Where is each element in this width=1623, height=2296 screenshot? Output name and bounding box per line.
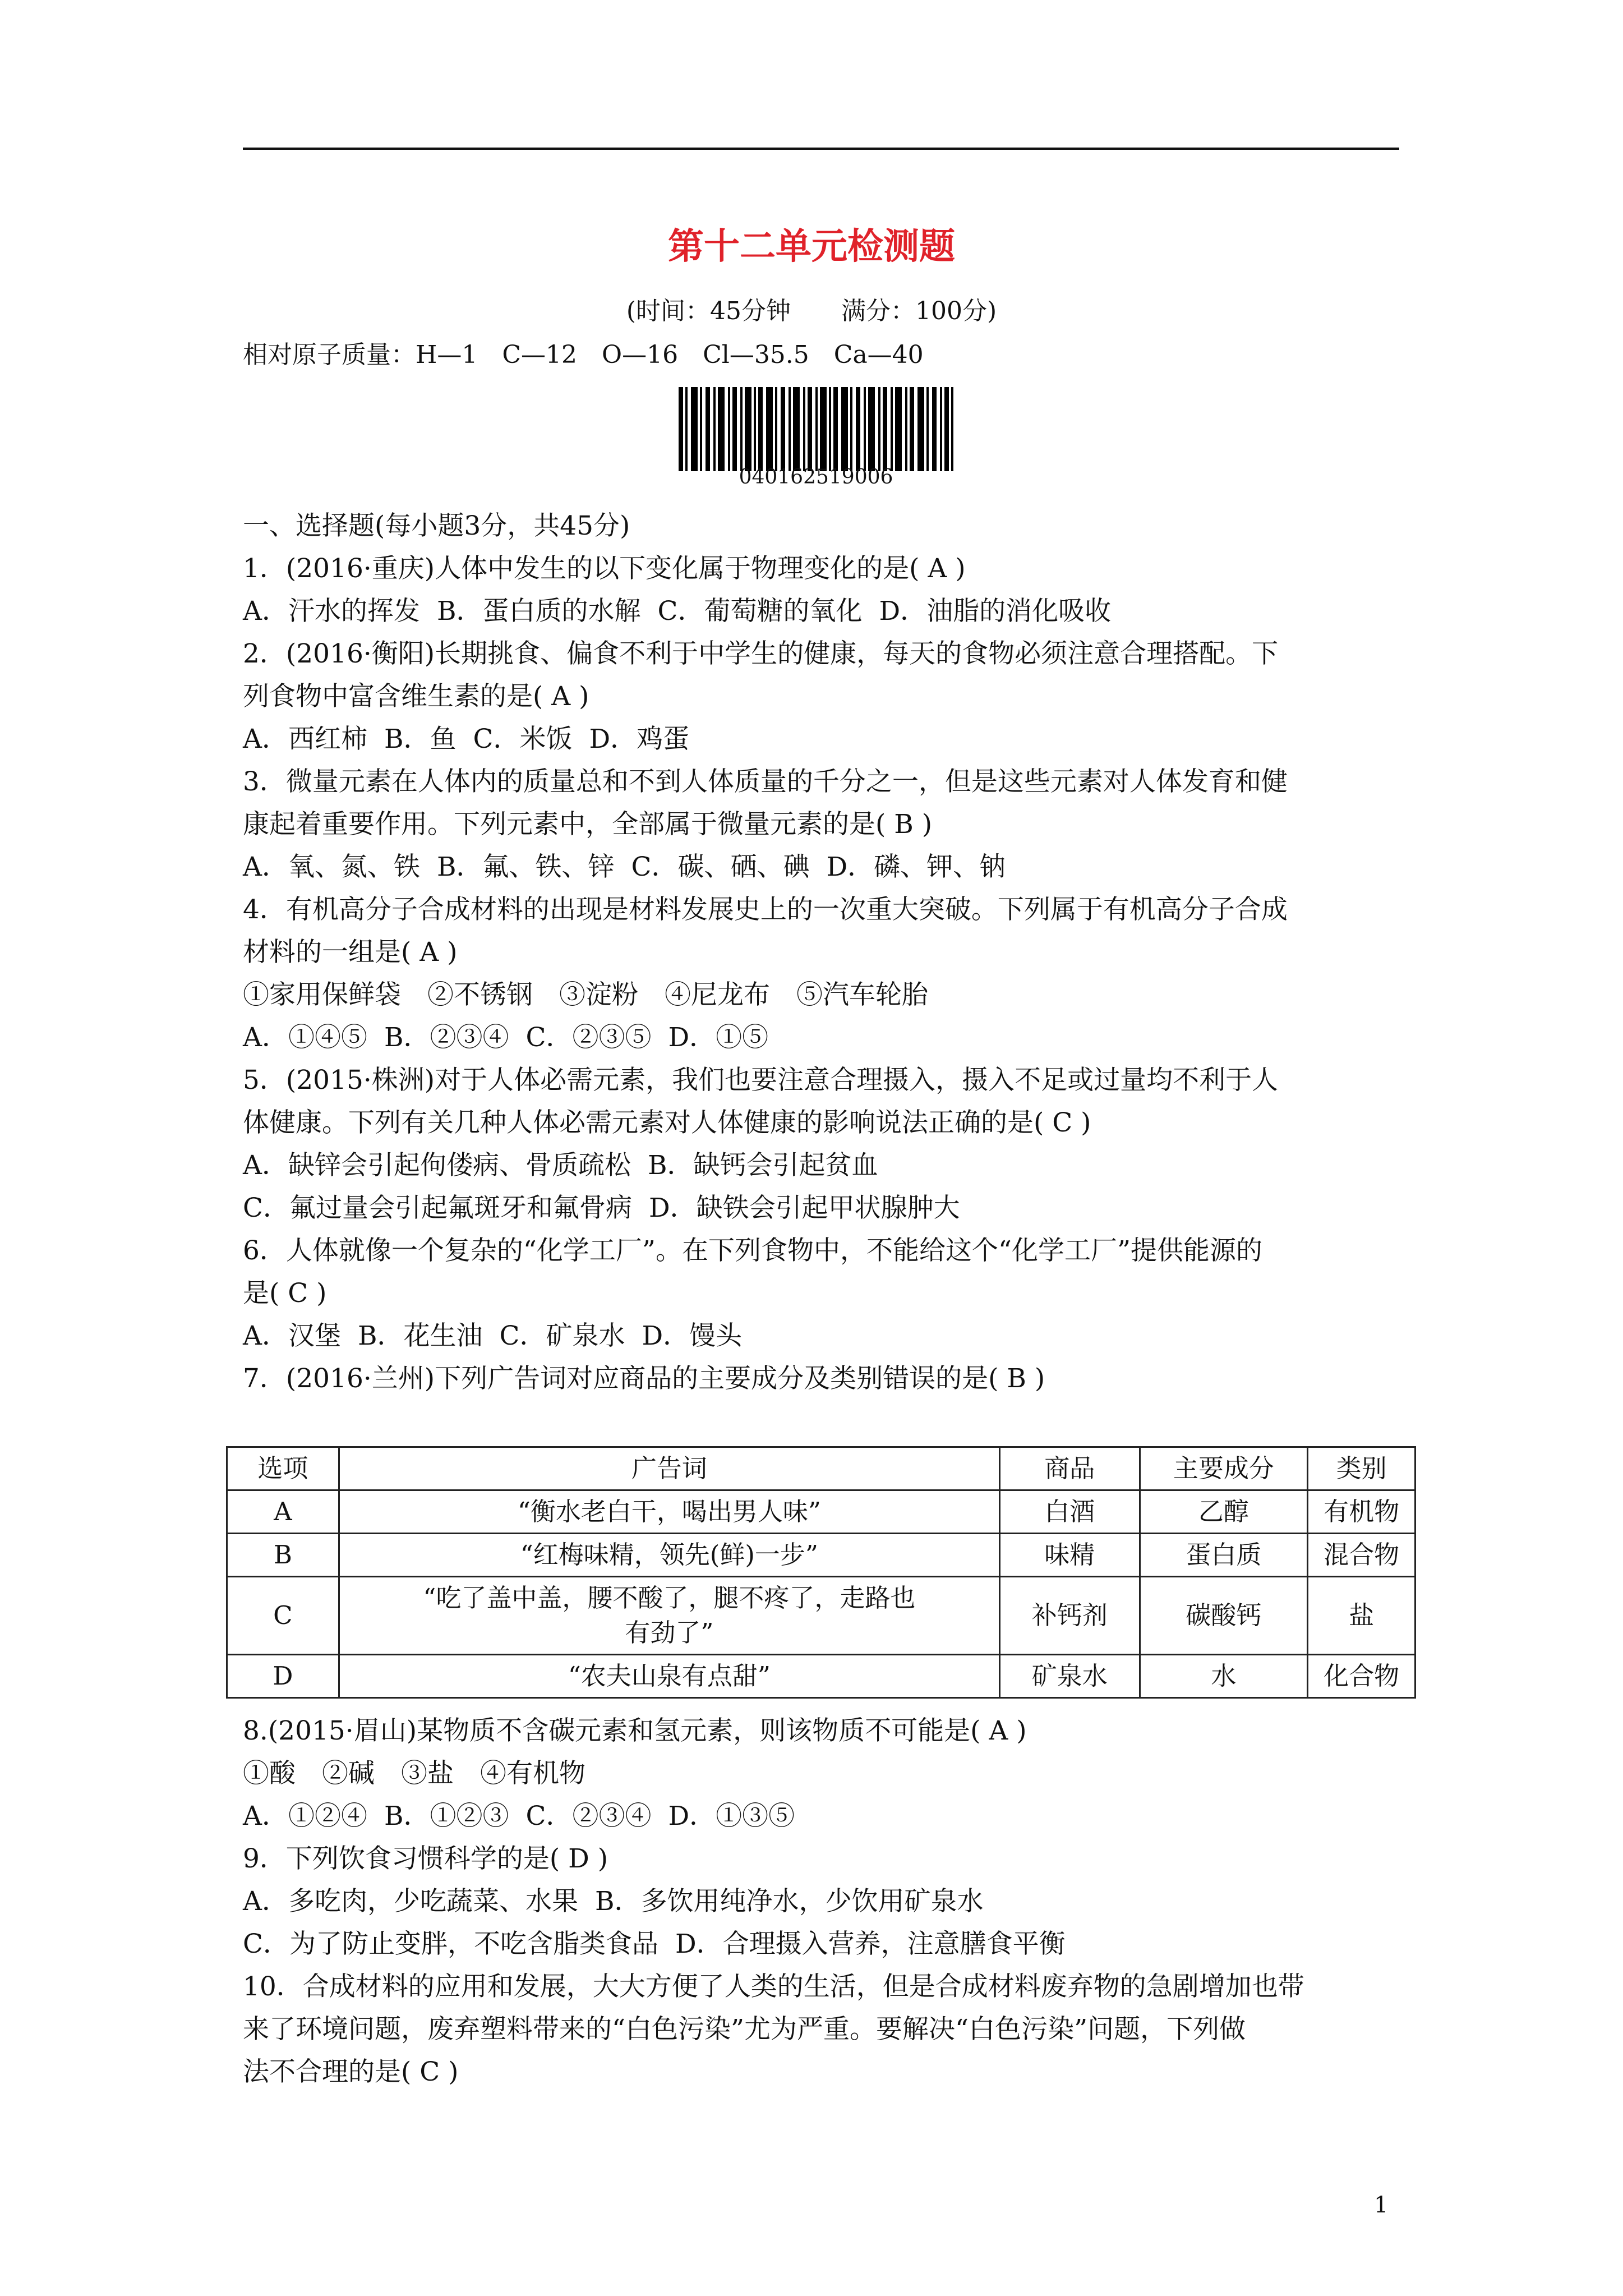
q5-options-cd	[243, 1187, 1399, 1230]
table-row	[227, 1577, 1415, 1655]
q10-stem-line3: 法不合理的是( C )	[243, 2056, 459, 2087]
table-cell: D	[227, 1655, 339, 1698]
table-cell: 有机物	[1308, 1490, 1415, 1534]
table-cell: 味精	[999, 1534, 1140, 1577]
q8-option-b: B．①②③	[384, 1801, 509, 1832]
q8-option-d: D．①③⑤	[668, 1801, 795, 1832]
q6-option-a: A．汉堡	[243, 1320, 341, 1351]
table-cell: 水	[1140, 1655, 1308, 1698]
q1-option-d: D．油脂的消化吸收	[879, 596, 1112, 627]
q4-option-b: B．②③④	[384, 1022, 509, 1053]
q1-option-c: C．葡萄糖的氧化	[657, 596, 863, 627]
q8-stem: 8.(2015·眉山)某物质不含碳元素和氢元素，则该物质不可能是( A )	[243, 1715, 1027, 1746]
q6-option-c: C．矿泉水	[499, 1320, 625, 1351]
table-cell: 混合物	[1308, 1534, 1415, 1577]
table-cell: “农夫山泉有点甜”	[339, 1655, 999, 1698]
table-cell: 补钙剂	[999, 1577, 1140, 1655]
q9-option-a: A．多吃肉，少吃蔬菜、水果	[243, 1886, 578, 1917]
q5-stem-line1: 5．(2015·株洲)对于人体必需元素，我们也要注意合理摄入，摄入不足或过量均不利于人	[243, 1065, 1279, 1096]
table-cell: “衡水老白干，喝出男人味”	[339, 1490, 999, 1534]
q6-options	[243, 1315, 1399, 1358]
q2-stem-line2: 列食物中富含维生素的是( A )	[243, 681, 589, 712]
q5-option-d: D．缺铁会引起甲状腺肿大	[648, 1193, 960, 1223]
q5-option-b: B．缺钙会引起贫血	[647, 1150, 878, 1181]
q1-option-b: B．蛋白质的水解	[436, 596, 641, 627]
q4-option-c: C．②③⑤	[525, 1022, 652, 1053]
table-cell: 蛋白质	[1140, 1534, 1308, 1577]
q6-stem-line2: 是( C )	[243, 1278, 327, 1309]
table-cell: 乙醇	[1140, 1490, 1308, 1534]
q2-stem-line1: 2．(2016·衡阳)长期挑食、偏食不利于中学生的健康，每天的食物必须注意合理搭配。下	[243, 638, 1279, 669]
barcode-number: 040162519006	[739, 466, 893, 489]
page-number: 1	[1374, 2192, 1389, 2218]
section-heading: 一、选择题(每小题3分，共45分)	[243, 510, 630, 541]
q4-stem-line1: 4．有机高分子合成材料的出现是材料发展史上的一次重大突破。下列属于有机高分子合成	[243, 894, 1288, 925]
q5-option-c: C．氟过量会引起氟斑牙和氟骨病	[243, 1193, 632, 1223]
table-row	[227, 1534, 1415, 1577]
q2-option-c: C．米饭	[473, 724, 573, 754]
q6-option-d: D．馒头	[642, 1320, 743, 1351]
q4-stem-line2: 材料的一组是( A )	[243, 937, 458, 968]
table-cell: 盐	[1308, 1577, 1415, 1655]
q6-option-b: B．花生油	[357, 1320, 483, 1351]
table-header-cell: 主要成分	[1140, 1447, 1308, 1490]
table-cell: 化合物	[1308, 1655, 1415, 1698]
q8-option-c: C．②③④	[525, 1801, 652, 1832]
q4-options	[243, 1016, 1399, 1059]
q3-stem-line1: 3．微量元素在人体内的质量总和不到人体质量的千分之一，但是这些元素对人体发育和健	[243, 766, 1288, 797]
barcode-image	[679, 387, 953, 471]
q3-stem-line2: 康起着重要作用。下列元素中，全部属于微量元素的是( B )	[243, 809, 933, 840]
table-header-row	[227, 1447, 1415, 1490]
q2-option-b: B．鱼	[384, 724, 457, 754]
exam-time: (时间：45分钟	[626, 297, 791, 325]
q9-options-cd	[243, 1923, 1399, 1966]
atomic-mass-line: 相对原子质量：H—1 C—12 O—16 Cl—35.5 Ca—40	[243, 341, 924, 369]
q5-options-ab	[243, 1144, 1399, 1187]
q4-items: ①家用保鲜袋 ②不锈钢 ③淀粉 ④尼龙布 ⑤汽车轮胎	[243, 979, 928, 1010]
q2-option-d: D．鸡蛋	[589, 724, 690, 754]
page-title: 第十二单元检测题	[668, 226, 955, 268]
q10-stem-line2: 来了环境问题，废弃塑料带来的“白色污染”尤为严重。要解决“白色污染”问题，下列做	[243, 2014, 1246, 2045]
q9-option-b: B．多饮用纯净水，少饮用矿泉水	[594, 1886, 984, 1917]
q2-option-a: A．西红柿	[243, 724, 367, 754]
q8-option-a: A．①②④	[243, 1801, 367, 1832]
q1-stem: 1．(2016·重庆)人体中发生的以下变化属于物理变化的是( A )	[243, 553, 966, 584]
q9-option-c: C．为了防止变胖，不吃含脂类食品	[243, 1929, 658, 1959]
q6-stem-line1: 6．人体就像一个复杂的“化学工厂”。在下列食物中，不能给这个“化学工厂”提供能源的	[243, 1235, 1263, 1266]
table-cell: A	[227, 1490, 339, 1534]
q9-stem: 9．下列饮食习惯科学的是( D )	[243, 1843, 608, 1874]
exam-meta	[0, 291, 1623, 326]
q7-stem: 7．(2016·兰州)下列广告词对应商品的主要成分及类别错误的是( B )	[243, 1363, 1045, 1394]
table-cell: “红梅味精，领先(鲜)一步”	[339, 1534, 999, 1577]
q8-items: ①酸 ②碱 ③盐 ④有机物	[243, 1758, 585, 1789]
header-rule	[243, 148, 1399, 150]
q3-options	[243, 846, 1399, 889]
q5-option-a: A．缺锌会引起佝偻病、骨质疏松	[243, 1150, 631, 1181]
q9-options-ab	[243, 1880, 1399, 1923]
table-cell: 白酒	[999, 1490, 1140, 1534]
table-header-cell: 类别	[1308, 1447, 1415, 1490]
exam-score: 满分：100分)	[841, 297, 997, 325]
table-cell: B	[227, 1534, 339, 1577]
table-header-cell: 选项	[227, 1447, 339, 1490]
q4-option-a: A．①④⑤	[243, 1022, 367, 1053]
q3-option-b: B．氟、铁、锌	[436, 852, 615, 882]
q2-options	[243, 718, 1399, 761]
q3-option-a: A．氧、氮、铁	[243, 852, 420, 882]
table-cell	[339, 1577, 999, 1655]
table-cell: 矿泉水	[999, 1655, 1140, 1698]
table-cell-line: 有劲了”	[625, 1618, 714, 1648]
table-cell: C	[227, 1577, 339, 1655]
q4-option-d: D．①⑤	[668, 1022, 769, 1053]
questions-part-1	[243, 505, 1399, 1400]
table-row	[227, 1655, 1415, 1698]
q3-option-c: C．碳、硒、碘	[631, 852, 810, 882]
questions-part-2	[243, 1710, 1399, 2093]
table-header-cell: 商品	[999, 1447, 1140, 1490]
table-header-cell: 广告词	[339, 1447, 999, 1490]
q3-option-d: D．磷、钾、钠	[826, 852, 1006, 882]
q9-option-d: D．合理摄入营养，注意膳食平衡	[675, 1929, 1066, 1959]
q8-options	[243, 1795, 1399, 1838]
q5-stem-line2: 体健康。下列有关几种人体必需元素对人体健康的影响说法正确的是( C )	[243, 1107, 1091, 1138]
q1-options	[243, 590, 1399, 633]
q1-option-a: A．汗水的挥发	[243, 596, 420, 627]
ad-table	[226, 1446, 1416, 1699]
table-row	[227, 1490, 1415, 1534]
table-cell: 碳酸钙	[1140, 1577, 1308, 1655]
table-cell-line: “吃了盖中盖，腰不酸了，腿不疼了，走路也	[423, 1583, 916, 1613]
q10-stem-line1: 10．合成材料的应用和发展，大大方便了人类的生活，但是合成材料废弃物的急剧增加也带	[243, 1971, 1304, 2002]
